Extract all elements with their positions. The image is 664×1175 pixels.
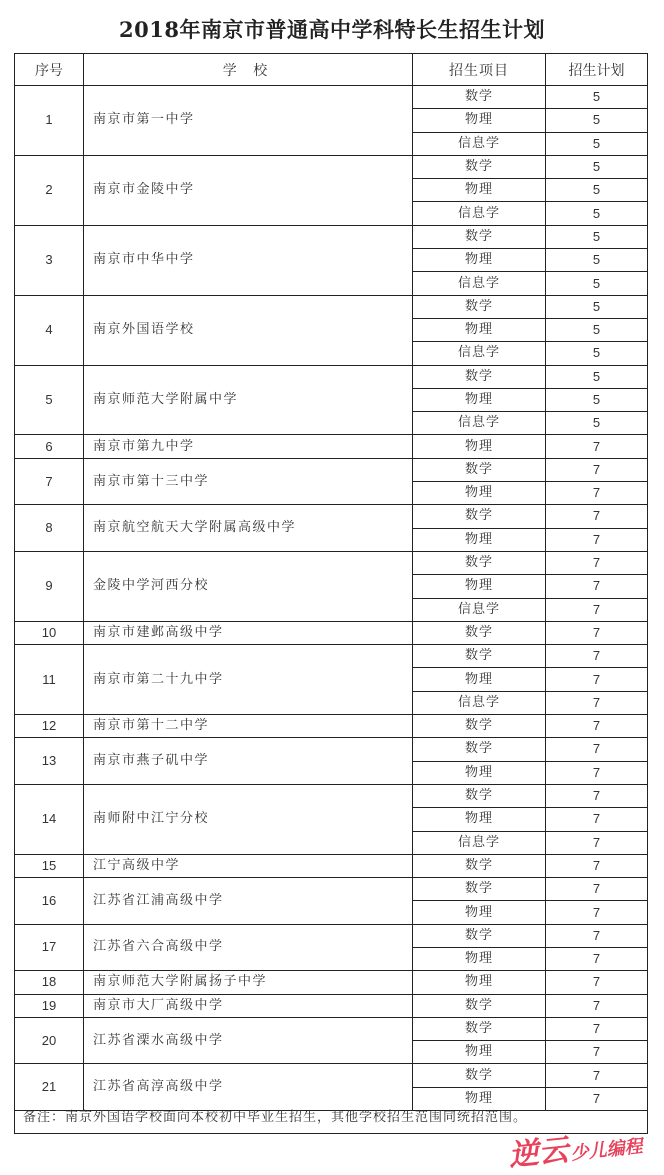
subject-cell: 物理: [413, 1041, 546, 1064]
table-row: [15, 1064, 648, 1087]
header-subject: 招生项目: [413, 54, 546, 86]
plan-count-cell: 7: [546, 435, 648, 458]
table-row: [15, 971, 648, 994]
subject-cell: 信息学: [413, 412, 546, 435]
table-row: [15, 458, 648, 481]
subject-cell: 数学: [413, 295, 546, 318]
plan-count-cell: 7: [546, 528, 648, 551]
school-name: 南师附中江宁分校: [84, 784, 413, 854]
row-number: 13: [15, 738, 84, 785]
row-number: 5: [15, 365, 84, 435]
plan-count-cell: 7: [546, 482, 648, 505]
plan-count-cell: 7: [546, 784, 648, 807]
subject-cell: 物理: [413, 971, 546, 994]
table-row: [15, 1017, 648, 1040]
watermark-tagline: 少儿编程: [569, 1136, 644, 1165]
subject-cell: 数学: [413, 505, 546, 528]
school-name: 南京市大厂高级中学: [84, 994, 413, 1017]
plan-count-cell: 5: [546, 109, 648, 132]
subject-cell: 数学: [413, 878, 546, 901]
row-number: 15: [15, 854, 84, 877]
plan-count-cell: 7: [546, 1041, 648, 1064]
subject-cell: 数学: [413, 155, 546, 178]
school-name: 南京市第一中学: [84, 86, 413, 156]
plan-count-cell: 5: [546, 202, 648, 225]
plan-count-cell: 7: [546, 878, 648, 901]
subject-cell: 信息学: [413, 272, 546, 295]
row-number: 10: [15, 621, 84, 644]
school-name: 江苏省溧水高级中学: [84, 1017, 413, 1064]
subject-cell: 物理: [413, 668, 546, 691]
plan-count-cell: 7: [546, 947, 648, 970]
row-number: 16: [15, 878, 84, 925]
plan-count-cell: 7: [546, 1017, 648, 1040]
school-name: 江苏省江浦高级中学: [84, 878, 413, 925]
school-name: 南京外国语学校: [84, 295, 413, 365]
plan-count-cell: 7: [546, 691, 648, 714]
row-number: 21: [15, 1064, 84, 1111]
subject-cell: 物理: [413, 435, 546, 458]
table-row: [15, 155, 648, 178]
subject-cell: 数学: [413, 1017, 546, 1040]
plan-count-cell: 7: [546, 971, 648, 994]
row-number: 19: [15, 994, 84, 1017]
subject-cell: 物理: [413, 808, 546, 831]
plan-count-cell: 7: [546, 505, 648, 528]
header-plan: 招生计划: [546, 54, 648, 86]
subject-cell: 物理: [413, 109, 546, 132]
table-row: [15, 435, 648, 458]
row-number: 2: [15, 155, 84, 225]
plan-count-cell: 5: [546, 225, 648, 248]
table-row: [15, 878, 648, 901]
subject-cell: 物理: [413, 528, 546, 551]
plan-count-cell: 7: [546, 738, 648, 761]
plan-count-cell: 7: [546, 645, 648, 668]
plan-count-cell: 5: [546, 155, 648, 178]
table-row: [15, 505, 648, 528]
subject-cell: 数学: [413, 738, 546, 761]
plan-count-cell: 5: [546, 295, 648, 318]
plan-count-cell: 7: [546, 575, 648, 598]
subject-cell: 信息学: [413, 342, 546, 365]
plan-count-cell: 5: [546, 132, 648, 155]
plan-count-cell: 7: [546, 901, 648, 924]
subject-cell: 信息学: [413, 831, 546, 854]
table-row: [15, 295, 648, 318]
row-number: 17: [15, 924, 84, 971]
subject-cell: 数学: [413, 924, 546, 947]
subject-cell: 数学: [413, 621, 546, 644]
table-row: [15, 854, 648, 877]
plan-count-cell: 5: [546, 318, 648, 341]
watermark-brand: 逆云: [506, 1132, 571, 1174]
subject-cell: 数学: [413, 854, 546, 877]
row-number: 4: [15, 295, 84, 365]
plan-count-cell: 7: [546, 458, 648, 481]
plan-count-cell: 7: [546, 598, 648, 621]
school-name: 江宁高级中学: [84, 854, 413, 877]
subject-cell: 数学: [413, 225, 546, 248]
plan-count-cell: 5: [546, 342, 648, 365]
school-name: 南京市燕子矶中学: [84, 738, 413, 785]
row-number: 9: [15, 551, 84, 621]
subject-cell: 物理: [413, 761, 546, 784]
table-row: [15, 365, 648, 388]
row-number: 7: [15, 458, 84, 505]
header-school: 学 校: [84, 54, 413, 86]
table-row: [15, 645, 648, 668]
table-row: [15, 86, 648, 109]
subject-cell: 物理: [413, 179, 546, 202]
row-number: 18: [15, 971, 84, 994]
subject-cell: 物理: [413, 947, 546, 970]
school-name: 金陵中学河西分校: [84, 551, 413, 621]
row-number: 12: [15, 715, 84, 738]
row-number: 6: [15, 435, 84, 458]
table-row: [15, 738, 648, 761]
subject-cell: 数学: [413, 994, 546, 1017]
table-row: [15, 225, 648, 248]
subject-cell: 物理: [413, 575, 546, 598]
plan-count-cell: 7: [546, 1087, 648, 1110]
enrollment-plan-table: [14, 53, 648, 1134]
school-name: 江苏省六合高级中学: [84, 924, 413, 971]
subject-cell: 数学: [413, 715, 546, 738]
row-number: 14: [15, 784, 84, 854]
row-number: 3: [15, 225, 84, 295]
school-name: 南京市第九中学: [84, 435, 413, 458]
row-number: 20: [15, 1017, 84, 1064]
plan-count-cell: 7: [546, 808, 648, 831]
subject-cell: 物理: [413, 1087, 546, 1110]
subject-cell: 数学: [413, 784, 546, 807]
plan-count-cell: 5: [546, 272, 648, 295]
plan-count-cell: 7: [546, 994, 648, 1017]
subject-cell: 数学: [413, 365, 546, 388]
school-name: 南京市建邺高级中学: [84, 621, 413, 644]
table-row: [15, 621, 648, 644]
plan-count-cell: 5: [546, 179, 648, 202]
header-no: 序号: [15, 54, 84, 86]
row-number: 8: [15, 505, 84, 552]
table-row: [15, 715, 648, 738]
plan-count-cell: 5: [546, 249, 648, 272]
school-name: 南京市第十三中学: [84, 458, 413, 505]
table-body: [15, 86, 648, 1111]
page-title: 2018年南京市普通高中学科特长生招生计划: [119, 17, 545, 42]
subject-cell: 信息学: [413, 132, 546, 155]
school-name: 南京市中华中学: [84, 225, 413, 295]
subject-cell: 信息学: [413, 691, 546, 714]
school-name: 南京师范大学附属中学: [84, 365, 413, 435]
table-row: [15, 924, 648, 947]
subject-cell: 数学: [413, 645, 546, 668]
plan-count-cell: 7: [546, 551, 648, 574]
plan-count-cell: 5: [546, 412, 648, 435]
plan-count-cell: 7: [546, 854, 648, 877]
plan-count-cell: 7: [546, 924, 648, 947]
table-row: [15, 551, 648, 574]
plan-count-cell: 7: [546, 761, 648, 784]
row-number: 11: [15, 645, 84, 715]
plan-count-cell: 5: [546, 388, 648, 411]
subject-cell: 数学: [413, 1064, 546, 1087]
plan-count-cell: 5: [546, 86, 648, 109]
plan-count-cell: 7: [546, 668, 648, 691]
school-name: 南京市金陵中学: [84, 155, 413, 225]
school-name: 南京师范大学附属扬子中学: [84, 971, 413, 994]
subject-cell: 信息学: [413, 202, 546, 225]
subject-cell: 物理: [413, 318, 546, 341]
note-text: 备注：南京外国语学校面向本校初中毕业生招生，其他学校招生范围同统招范围。: [23, 1110, 528, 1126]
subject-cell: 物理: [413, 901, 546, 924]
row-number: 1: [15, 86, 84, 156]
school-name: 南京市第十二中学: [84, 715, 413, 738]
table-header-row: [15, 54, 648, 86]
subject-cell: 物理: [413, 388, 546, 411]
school-name: 江苏省高淳高级中学: [84, 1064, 413, 1111]
table-row: [15, 994, 648, 1017]
plan-count-cell: 7: [546, 831, 648, 854]
subject-cell: 数学: [413, 551, 546, 574]
plan-count-cell: 5: [546, 365, 648, 388]
school-name: 南京航空航天大学附属高级中学: [84, 505, 413, 552]
subject-cell: 物理: [413, 249, 546, 272]
plan-count-cell: 7: [546, 715, 648, 738]
plan-count-cell: 7: [546, 621, 648, 644]
subject-cell: 信息学: [413, 598, 546, 621]
plan-count-cell: 7: [546, 1064, 648, 1087]
subject-cell: 数学: [413, 86, 546, 109]
school-name: 南京市第二十九中学: [84, 645, 413, 715]
subject-cell: 数学: [413, 458, 546, 481]
table-row: [15, 784, 648, 807]
subject-cell: 物理: [413, 482, 546, 505]
